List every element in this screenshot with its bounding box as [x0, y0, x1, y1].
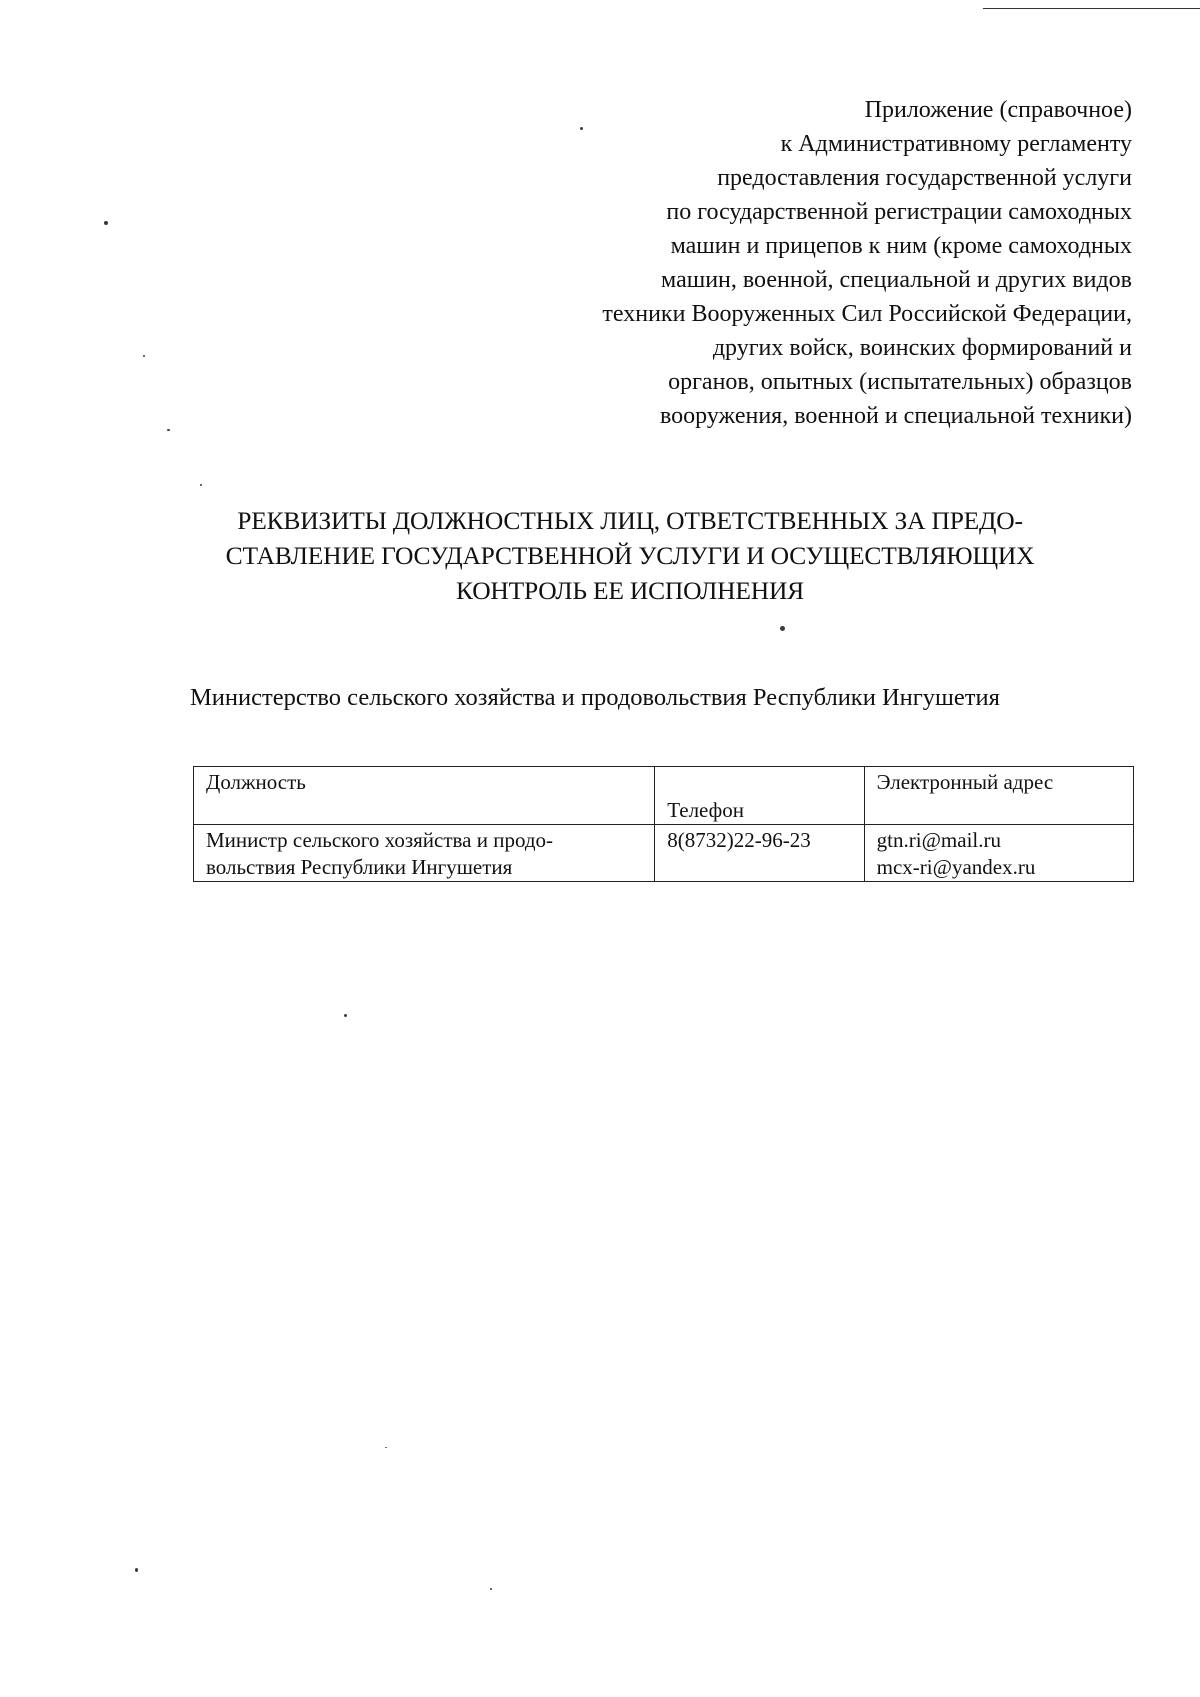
email-value: mcx-ri@yandex.ru [876, 855, 1036, 879]
document-title [140, 503, 1120, 608]
scan-speck [490, 1588, 492, 1590]
email-value: gtn.ri@mail.ru [876, 828, 1001, 852]
scan-speck [344, 1014, 347, 1017]
scan-speck [580, 127, 583, 130]
scan-speck [104, 221, 108, 225]
header-phone [655, 767, 864, 825]
cell-phone [655, 825, 864, 882]
appendix-note [372, 93, 1132, 433]
appendix-note-line: машин, военной, специальной и других видов [661, 267, 1132, 293]
cell-position [194, 825, 655, 882]
document-title-line: СТАВЛЕНИЕ ГОСУДАРСТВЕННОЙ УСЛУГИ И ОСУЩЕСТВЛЯЮЩИХ [225, 541, 1035, 570]
scan-speck [200, 484, 202, 486]
position-line: Министр сельского хозяйства и продо- [206, 828, 554, 852]
appendix-note-line: предоставления государственной услуги [717, 165, 1132, 191]
appendix-note-line: органов, опытных (испытательных) образцов [668, 369, 1132, 395]
header-email [864, 767, 1133, 825]
table-row [194, 825, 1134, 882]
header-email-label: Электронный адрес [876, 770, 1054, 794]
officials-table [193, 766, 1134, 882]
table-header-row [194, 767, 1134, 825]
position-line: вольствия Республики Ингушетия [206, 855, 513, 879]
header-position [194, 767, 655, 825]
cell-email [864, 825, 1133, 882]
organization-name: Министерство сельского хозяйства и продовольствия Республики Ингушетия [190, 684, 1000, 711]
appendix-note-line: техники Вооруженных Сил Российской Федерации, [602, 301, 1132, 327]
scan-speck [167, 429, 170, 431]
appendix-note-line: машин и прицепов к ним (кроме самоходных [670, 233, 1132, 259]
appendix-note-line: к Административному регламенту [780, 131, 1132, 157]
phone-value: 8(8732)22-96-23 [667, 828, 811, 852]
scan-speck [385, 1447, 387, 1448]
appendix-note-line: вооружения, военной и специальной техники) [660, 403, 1132, 429]
header-phone-label: Телефон [667, 798, 744, 822]
scan-speck [135, 1568, 138, 1572]
appendix-note-line: Приложение (справочное) [864, 97, 1132, 123]
document-title-line: РЕКВИЗИТЫ ДОЛЖНОСТНЫХ ЛИЦ, ОТВЕТСТВЕННЫХ ЗА ПРЕДО- [237, 506, 1023, 535]
header-position-label: Должность [206, 770, 306, 794]
appendix-note-line: по государственной регистрации самоходных [666, 199, 1132, 225]
appendix-note-line: других войск, воинских формирований и [712, 335, 1132, 361]
document-title-line: КОНТРОЛЬ ЕЕ ИСПОЛНЕНИЯ [456, 576, 804, 605]
scan-speck [143, 355, 145, 357]
top-rule-line [983, 8, 1200, 9]
scan-speck [780, 626, 785, 631]
